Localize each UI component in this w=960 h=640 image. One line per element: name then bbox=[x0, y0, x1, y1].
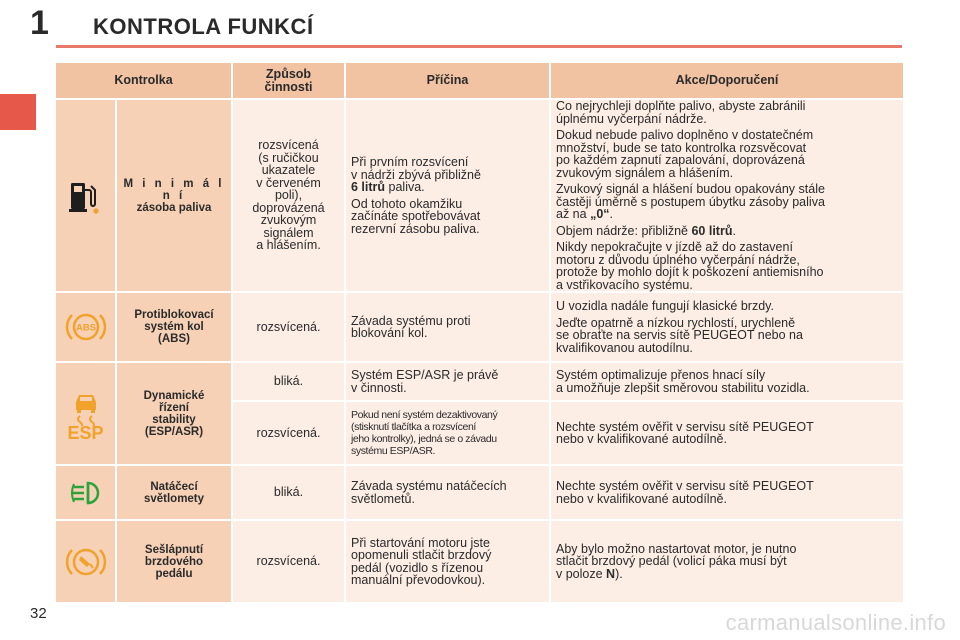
skidding-car-icon bbox=[68, 386, 104, 426]
action-line: se obraťte na servis sítě PEUGEOT nebo na bbox=[556, 328, 803, 342]
table-row-abs-action bbox=[551, 293, 903, 361]
cause-line: pedál (vozidlo s řízenou bbox=[351, 560, 484, 575]
cause-line: světlometů. bbox=[351, 491, 415, 506]
table-row-pedal-cause bbox=[346, 521, 549, 602]
row-name-line: světlomety bbox=[143, 492, 205, 505]
table-row-esp-cause-2 bbox=[346, 402, 549, 464]
table-row-headlamp-icon-cell bbox=[56, 466, 115, 519]
table-row-esp-icon-cell bbox=[56, 363, 115, 464]
cause-line: blokování kol. bbox=[351, 326, 428, 340]
table-row-esp-action-1 bbox=[551, 363, 903, 400]
cause-line: (stisknutí tlačítka a rozsvícení bbox=[351, 421, 476, 433]
cause-line: jeho kontrolky), jedná se o závadu bbox=[351, 433, 497, 445]
table-row-abs-cause bbox=[346, 293, 549, 361]
row-name-line: řízení bbox=[158, 401, 190, 414]
action-line: Nechte systém ověřit v servisu sítě PEUGEOT bbox=[556, 419, 814, 434]
action-line: a umožňuje zlepšit směrovou stabilitu vozidla. bbox=[556, 380, 810, 395]
mode-line: rozsvícená bbox=[258, 138, 319, 153]
cause-line: Při prvním rozsvícení bbox=[351, 155, 469, 169]
table-row-abs-name bbox=[117, 293, 231, 361]
cause-line: v nádrži zbývá přibližně bbox=[351, 167, 481, 182]
row-name-line: (ABS) bbox=[158, 333, 190, 345]
cause-line: opomenuli stlačit brzdový bbox=[351, 548, 492, 562]
column-header-zpusob: Způsob činnosti bbox=[233, 63, 344, 98]
row-name-line: pedálu bbox=[155, 567, 193, 580]
action-line: až na bbox=[556, 207, 591, 221]
chapter-tab bbox=[0, 94, 36, 130]
table-row-headlamp-mode bbox=[233, 466, 344, 519]
action-line: v poloze bbox=[556, 566, 607, 581]
action-bold: N bbox=[606, 566, 616, 581]
mode-line: signálem bbox=[263, 225, 314, 240]
action-line: nebo v kvalifikované autodílně. bbox=[556, 432, 727, 446]
cause-line: manuální převodovkou). bbox=[351, 573, 486, 587]
table-row-headlamp-action bbox=[551, 466, 903, 519]
table-row-pedal-name bbox=[117, 521, 231, 602]
cause-line: Od tohoto okamžiku bbox=[351, 196, 463, 211]
action-line: Dokud nebude palivo doplněno v dostatečném bbox=[556, 128, 814, 142]
table-row-headlamp-name bbox=[117, 466, 231, 519]
action-line: . bbox=[609, 207, 613, 221]
row-name-line: (ESP/ASR) bbox=[144, 425, 204, 438]
table-row-abs-icon-cell bbox=[56, 293, 115, 361]
table-row-esp-mode-1 bbox=[233, 363, 344, 400]
action-line: Aby bylo možno nastartovat motor, je nutno bbox=[556, 541, 797, 556]
table-row-fuel-name bbox=[117, 100, 231, 291]
table-row-pedal-icon-cell bbox=[56, 521, 115, 602]
action-line: protože by mohlo dojít k poškození antiemisního bbox=[556, 265, 824, 279]
table-row-esp-cause-1 bbox=[346, 363, 549, 400]
column-header-pricina: Příčina bbox=[346, 63, 549, 98]
abs-icon bbox=[64, 309, 108, 345]
cause-line: rezervní zásobu paliva. bbox=[351, 221, 480, 236]
svg-text:ABS: ABS bbox=[75, 322, 96, 334]
cause-line: Pokud není systém dezaktivovaný bbox=[351, 409, 498, 421]
table-row-pedal-mode bbox=[233, 521, 344, 602]
action-line: zvukovým signálem a hlášením. bbox=[556, 165, 734, 180]
action-line: motoru z důvodu úplného vyčerpání nádrže, bbox=[556, 252, 800, 267]
table-row-abs-mode bbox=[233, 293, 344, 361]
mode-line: (s ručičkou bbox=[258, 150, 319, 165]
mode-line: zvukovým bbox=[260, 213, 317, 228]
action-line: kvalifikovanou autodílnu. bbox=[556, 340, 693, 355]
action-line: Nechte systém ověřit v servisu sítě PEUGEOT bbox=[556, 479, 814, 493]
table-row-fuel-mode bbox=[233, 100, 344, 291]
row-name-line: stability bbox=[152, 413, 196, 426]
action-line: Zvukový signál a hlášení budou opakovány stále bbox=[556, 182, 825, 196]
table-row-pedal-action bbox=[551, 521, 903, 602]
action-line: Systém optimalizuje přenos hnací síly bbox=[556, 368, 766, 382]
action-line: nebo v kvalifikované autodílně. bbox=[556, 491, 727, 506]
row-name-line: Natáčecí bbox=[150, 480, 198, 493]
action-line: Co nejrychleji doplňte palivo, abyste zabránili bbox=[556, 99, 806, 113]
mode-line: bliká. bbox=[273, 485, 304, 500]
column-header-kontrolka: Kontrolka bbox=[56, 63, 231, 98]
mode-line: v červeném bbox=[256, 175, 321, 190]
action-line: úplnému vyčerpání nádrže. bbox=[556, 111, 707, 126]
action-line: po každém zapnutí zapalování, doprovázená bbox=[556, 153, 805, 167]
action-bold: 60 litrů bbox=[691, 223, 733, 238]
action-line: množství, bude se tato kontrolka rozsvěcovat bbox=[556, 140, 807, 155]
action-line: stlačit brzdový pedál (volicí páka musí být bbox=[556, 554, 787, 569]
cause-line: Závada systému natáčecích bbox=[351, 479, 507, 493]
mode-line: doprovázená bbox=[252, 200, 325, 215]
cause-line: paliva. bbox=[385, 180, 425, 194]
action-line: U vozidla nadále fungují klasické brzdy. bbox=[556, 299, 774, 313]
action-line: ). bbox=[615, 566, 623, 581]
title-divider bbox=[56, 45, 902, 48]
table-row-headlamp-cause bbox=[346, 466, 549, 519]
table-row-esp-action-2 bbox=[551, 402, 903, 464]
table-row-esp-mode-2 bbox=[233, 402, 344, 464]
mode-line: a hlášením. bbox=[256, 238, 321, 253]
mode-line: ukazatele bbox=[261, 163, 316, 178]
row-name-line: Dynamické bbox=[143, 389, 205, 402]
cause-line: začínáte spotřebovávat bbox=[351, 209, 481, 223]
row-name-line: zásoba paliva bbox=[136, 201, 212, 214]
action-bold: „0“ bbox=[590, 207, 610, 221]
clutch-pedal-icon bbox=[64, 544, 108, 580]
action-line: a vstřikovacího systému. bbox=[556, 277, 693, 292]
row-name-line: Sešlápnutí bbox=[144, 543, 204, 556]
action-line: Nikdy nepokračujte v jízdě až do zastavení bbox=[556, 240, 793, 254]
cause-bold: 6 litrů bbox=[351, 180, 386, 194]
cause-line: systému ESP/ASR. bbox=[351, 445, 436, 457]
fuel-pump-icon bbox=[67, 176, 105, 216]
table-row-fuel-cause bbox=[346, 100, 549, 291]
action-line: Jeďte opatrně a nízkou rychlostí, urychleně bbox=[556, 315, 796, 330]
watermark: carmanualsonline.info bbox=[725, 610, 946, 635]
esp-icon: ESP bbox=[67, 422, 104, 443]
cause-line: Závada systému proti bbox=[351, 313, 471, 328]
row-name-line: systém kol bbox=[144, 321, 204, 333]
action-line: Objem nádrže: přibližně bbox=[556, 223, 692, 238]
mode-line: poli), bbox=[274, 188, 303, 203]
mode-line: rozsvícená. bbox=[256, 425, 321, 440]
action-line: . bbox=[732, 223, 736, 238]
table-row-fuel-action bbox=[551, 100, 903, 291]
bending-headlamp-icon bbox=[66, 479, 106, 507]
table-row-fuel-icon-cell bbox=[56, 100, 115, 291]
chapter-number: 1 bbox=[30, 4, 49, 42]
cause-line: Systém ESP/ASR je právě bbox=[351, 368, 499, 382]
mode-line: rozsvícená. bbox=[256, 554, 321, 569]
row-name-line: brzdového bbox=[144, 555, 204, 568]
cause-line: v činnosti. bbox=[351, 380, 407, 395]
cause-line: Při startování motoru jste bbox=[351, 535, 490, 550]
page-number: 32 bbox=[30, 605, 47, 622]
mode-line: bliká. bbox=[273, 374, 304, 389]
column-header-akce: Akce/Doporučení bbox=[551, 63, 903, 98]
page-title: KONTROLA FUNKCÍ bbox=[93, 14, 314, 39]
row-name-line: M i n i m á l n í bbox=[123, 177, 225, 202]
row-name-line: Protiblokovací bbox=[134, 309, 214, 321]
table-row-esp-name bbox=[117, 363, 231, 464]
mode-line: rozsvícená. bbox=[256, 319, 321, 334]
action-line: častěji úměrně s postupem úbytku zásoby paliva bbox=[556, 194, 825, 209]
